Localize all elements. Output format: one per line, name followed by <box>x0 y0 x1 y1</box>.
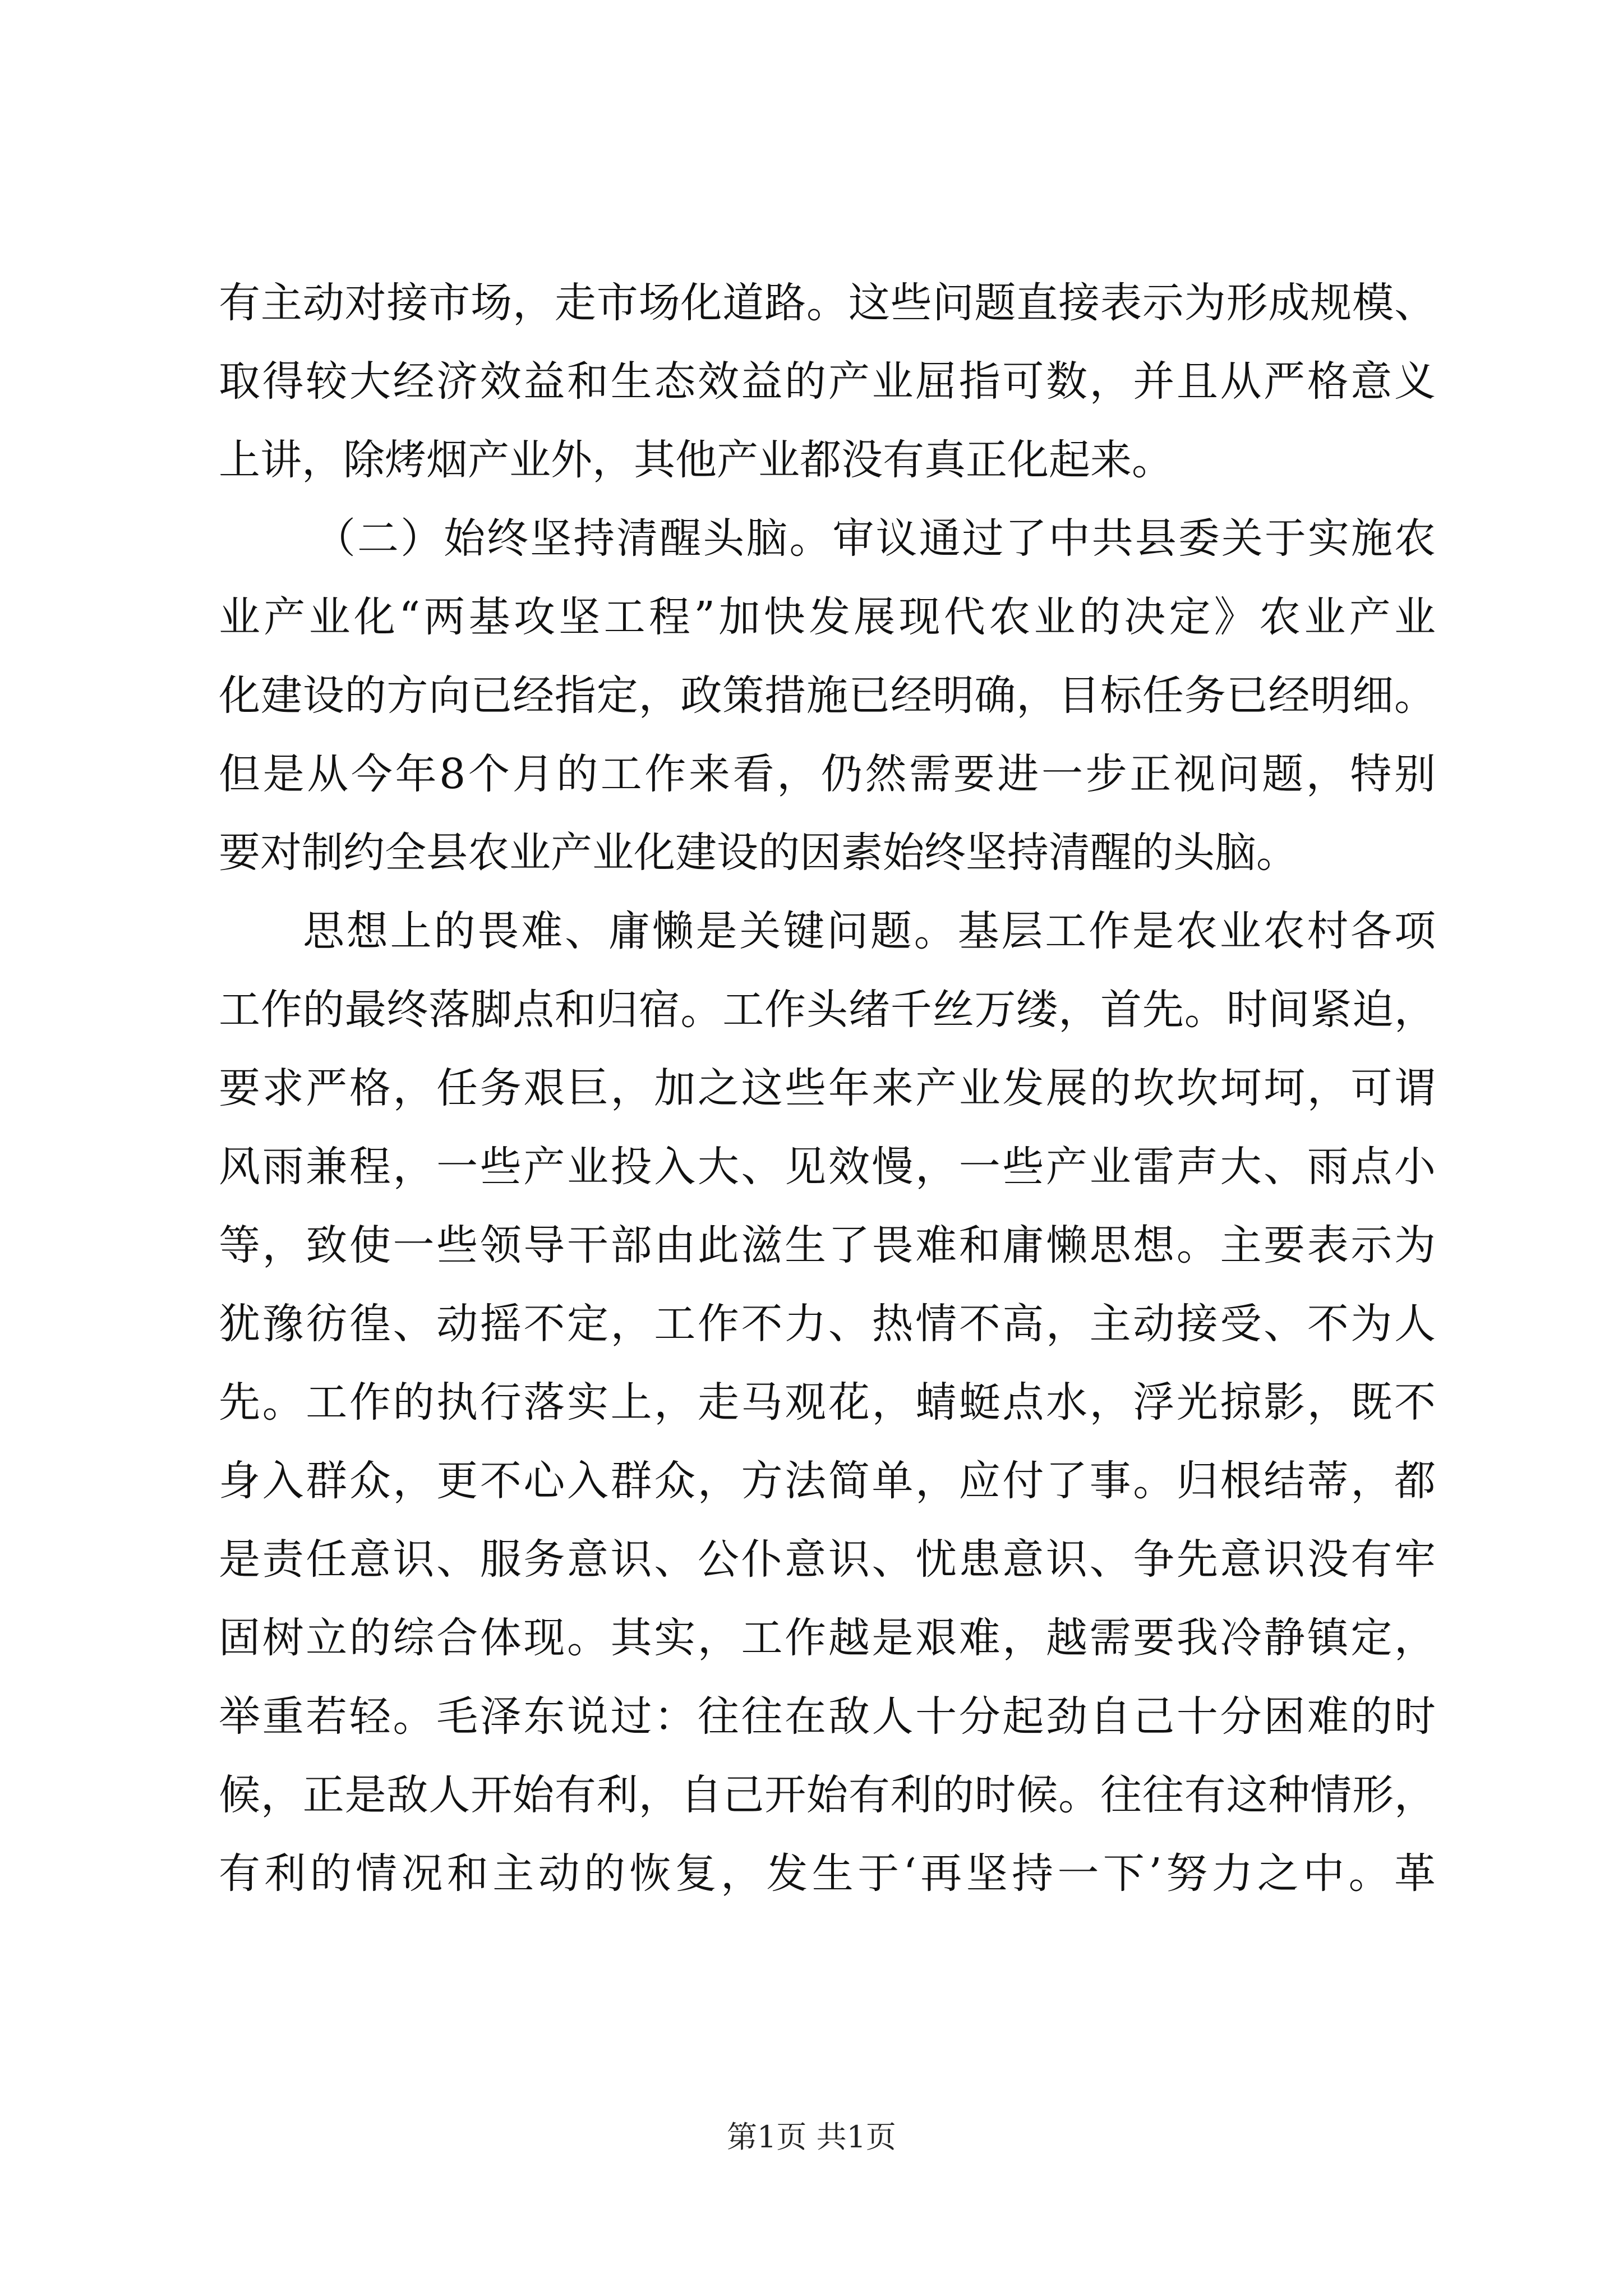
page-footer: 第1页 共1页 <box>727 2119 896 2155</box>
text-line: 固树立的综合体现。其实，工作越是艰难，越需要我冷静镇定， <box>219 1614 1436 1662</box>
document-body <box>219 264 1436 1913</box>
text-line: 要对制约全县农业产业化建设的因素始终坚持清醒的头脑。 <box>219 829 1298 877</box>
text-line: 有主动对接市场，走市场化道路。这些问题直接表示为形成规模、 <box>219 279 1436 327</box>
paragraph-first-line: （二）始终坚持清醒头脑。审议通过了中共县委关于实施农 <box>314 514 1436 563</box>
text-line: 工作的最终落脚点和归宿。工作头绪千丝万缕，首先。时间紧迫， <box>219 986 1436 1034</box>
text-line: 是责任意识、服务意识、公仆意识、忧患意识、争先意识没有牢 <box>219 1535 1436 1584</box>
text-line: 举重若轻。毛泽东说过：往往在敌人十分起劲自己十分困难的时 <box>219 1692 1436 1741</box>
text-line: 候，正是敌人开始有利，自己开始有利的时候。往往有这种情形， <box>219 1771 1436 1819</box>
text-line: 犹豫彷徨、动摇不定，工作不力、热情不高，主动接受、不为人 <box>219 1300 1436 1348</box>
text-line: 业产业化“两基攻坚工程”加快发展现代农业的决定》农业产业 <box>219 593 1436 641</box>
text-line: 风雨兼程，一些产业投入大、见效慢，一些产业雷声大、雨点小 <box>219 1143 1436 1191</box>
text-line: 等，致使一些领导干部由此滋生了畏难和庸懒思想。主要表示为 <box>219 1221 1436 1269</box>
paragraph-first-line: 思想上的畏难、庸懒是关键问题。基层工作是农业农村各项 <box>303 907 1436 955</box>
text-line: 但是从今年8个月的工作来看，仍然需要进一步正视问题，特别 <box>219 750 1436 798</box>
text-line: 取得较大经济效益和生态效益的产业屈指可数，并且从严格意义 <box>219 357 1436 406</box>
text-line: 要求严格，任务艰巨，加之这些年来产业发展的坎坎坷坷，可谓 <box>219 1064 1436 1112</box>
text-line: 化建设的方向已经指定，政策措施已经明确，目标任务已经明细。 <box>219 671 1436 720</box>
text-line: 上讲，除烤烟产业外，其他产业都没有真正化起来。 <box>219 436 1173 484</box>
text-line: 有利的情况和主动的恢复，发生于‘再坚持一下’努力之中。革 <box>219 1849 1436 1898</box>
text-line: 先。工作的执行落实上，走马观花，蜻蜓点水，浮光掠影，既不 <box>219 1378 1436 1427</box>
text-line: 身入群众，更不心入群众，方法简单，应付了事。归根结蒂，都 <box>219 1457 1436 1505</box>
